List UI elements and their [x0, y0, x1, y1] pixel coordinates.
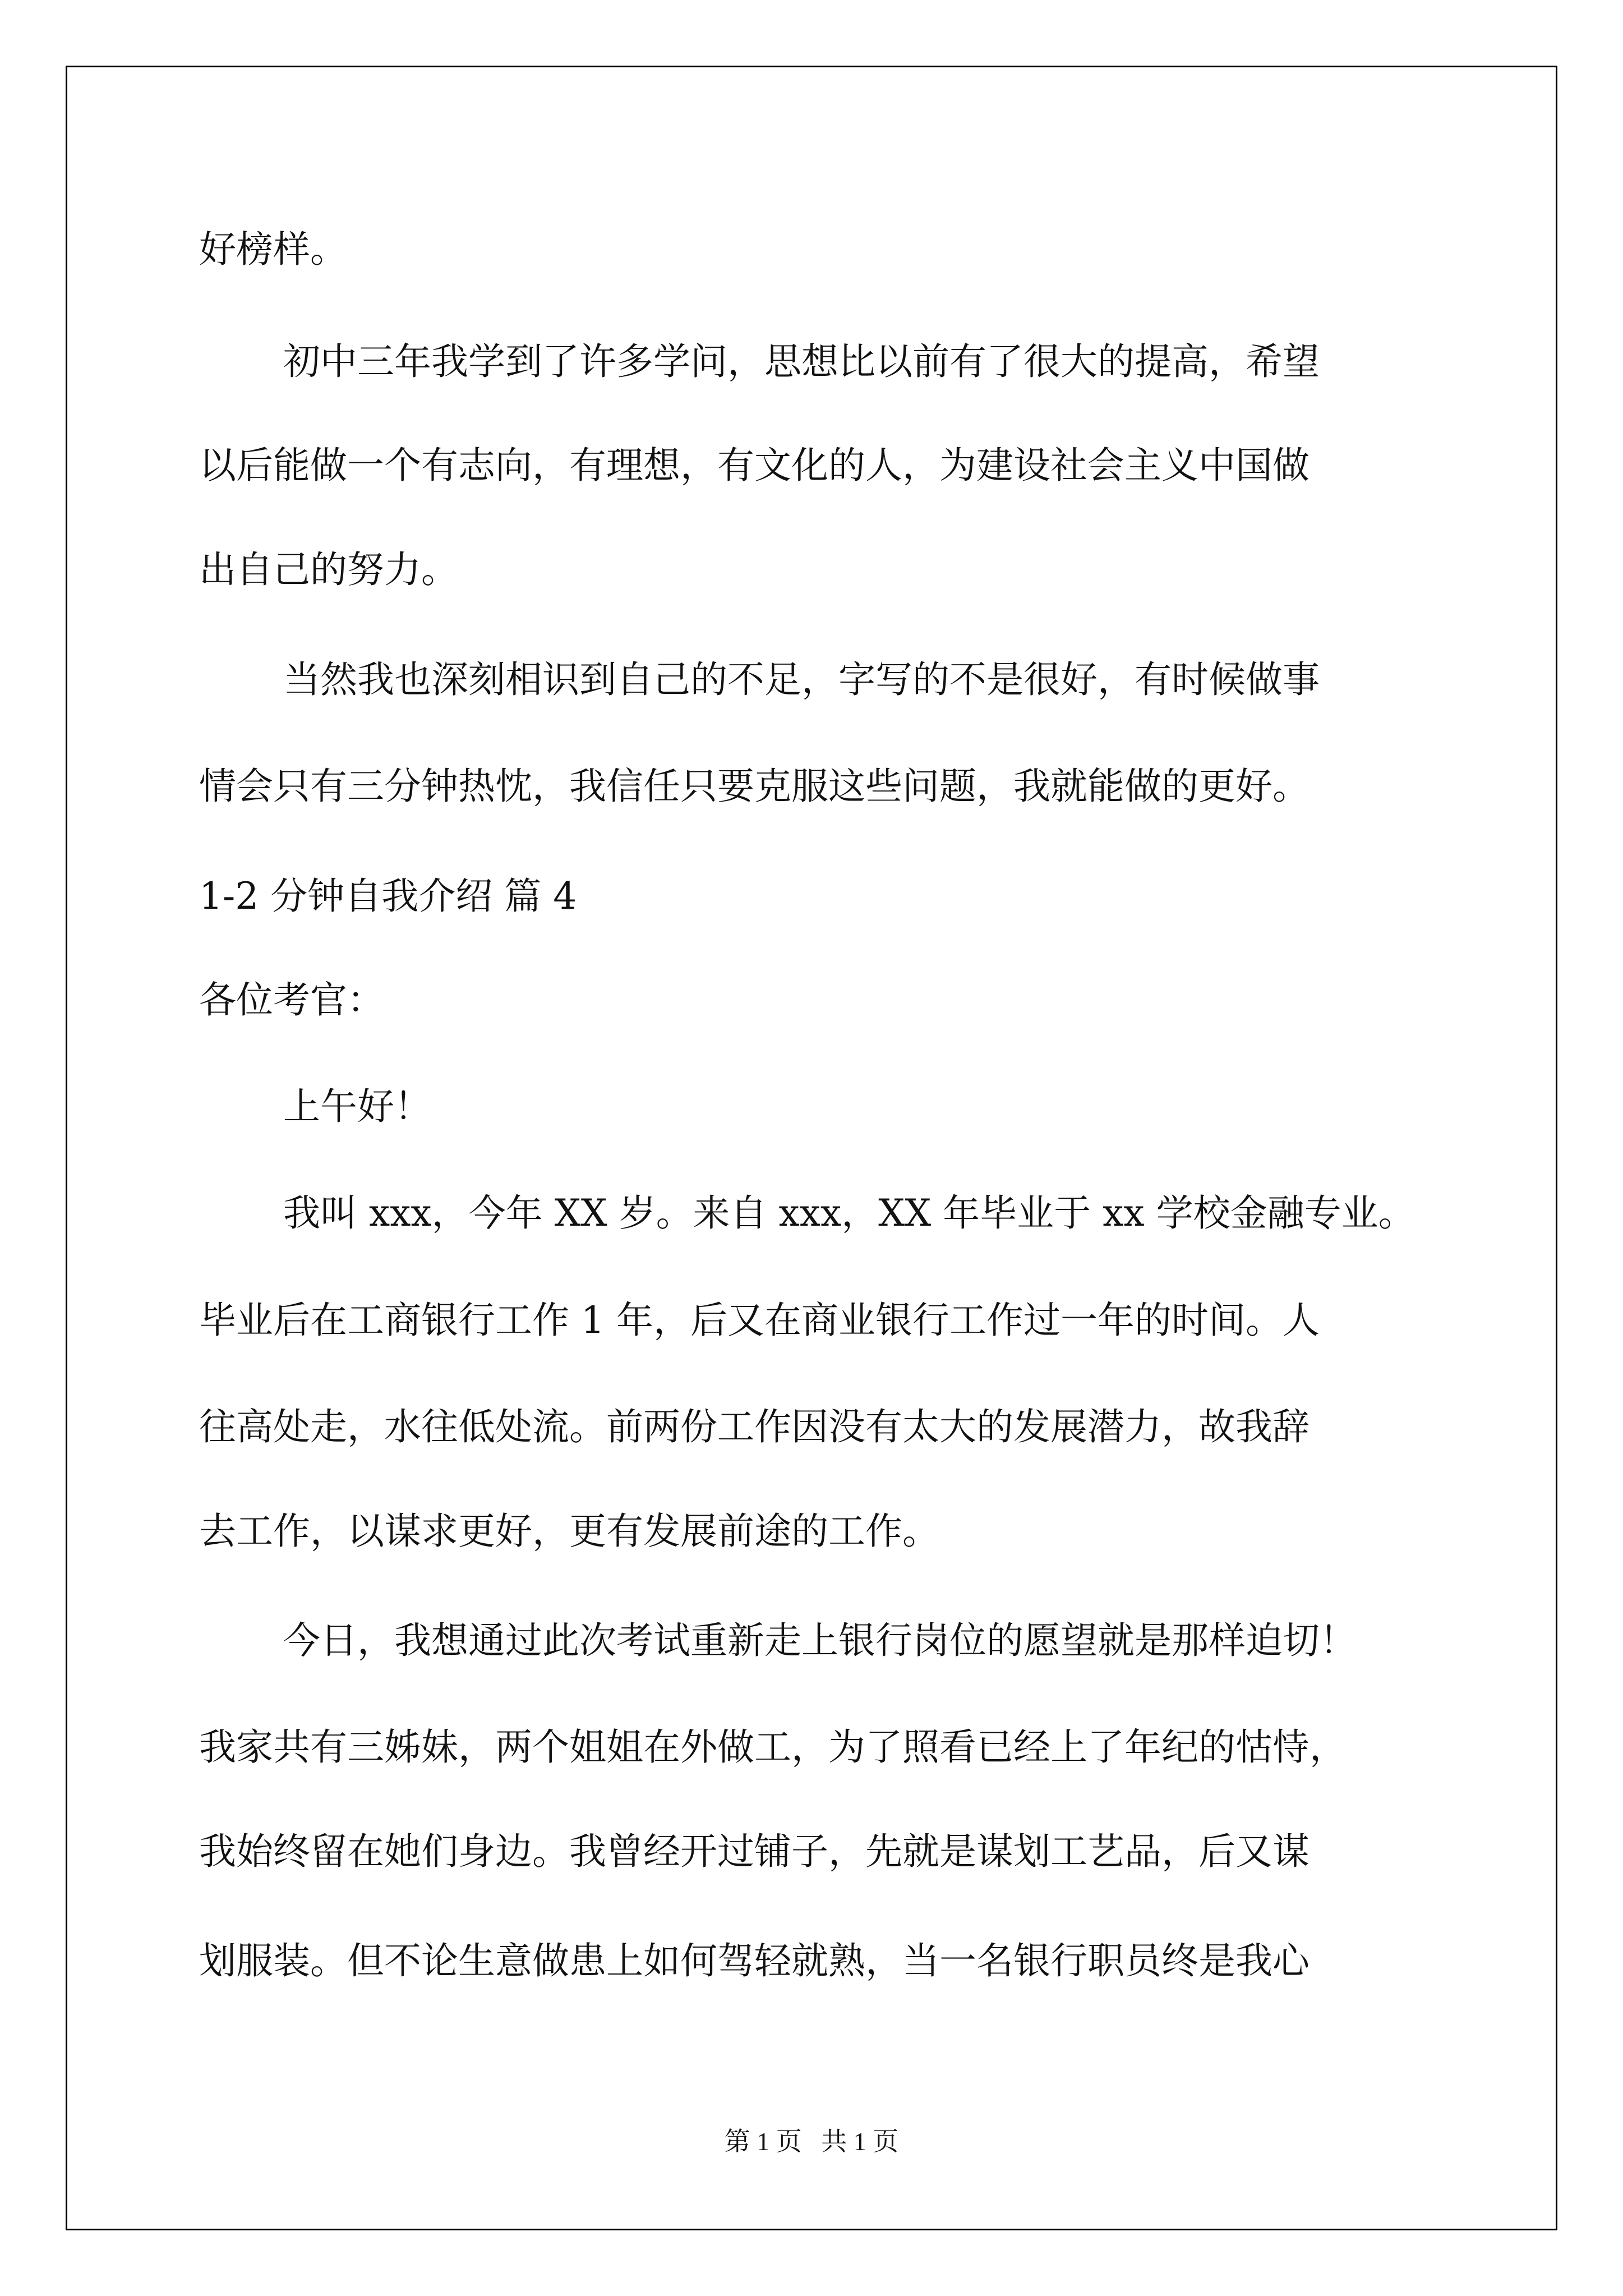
text-line: 往高处走，水往低处流。前两份工作因没有太大的发展潜力，故我辞: [199, 1405, 1310, 1448]
paragraph-start: 今日，我想通过此次考试重新走上银行岗位的愿望就是那样迫切！: [283, 1619, 1357, 1662]
text-line: 我始终留在她们身边。我曾经开过铺子，先就是谋划工艺品，后又谋: [199, 1830, 1310, 1873]
text-line: 出自己的努力。: [199, 548, 458, 591]
paragraph-start: 当然我也深刻相识到自己的不足，字写的不是很好，有时候做事: [283, 658, 1320, 701]
text-line: 毕业后在工商银行工作 1 年，后又在商业银行工作过一年的时间。人: [199, 1299, 1320, 1342]
page-border: [66, 66, 1557, 2230]
greeting: 上午好！: [283, 1085, 431, 1128]
text-line-continuation: 好榜样。: [199, 228, 347, 271]
text-line: 我家共有三姊妹，两个姐姐在外做工，为了照看已经上了年纪的怙恃，: [199, 1726, 1347, 1769]
section-heading: 1-2 分钟自我介绍 篇 4: [199, 875, 577, 918]
text-line: 以后能做一个有志向，有理想，有文化的人，为建设社会主义中国做: [199, 444, 1310, 487]
paragraph-start: 我叫 xxx，今年 XX 岁。来自 xxx，XX 年毕业于 xx 学校金融专业。: [283, 1191, 1415, 1235]
text-line: 情会只有三分钟热忱，我信任只要克服这些问题，我就能做的更好。: [199, 765, 1310, 808]
text-line: 去工作，以谋求更好，更有发展前途的工作。: [199, 1510, 939, 1553]
text-line: 划服装。但不论生意做患上如何驾轻就熟，当一名银行职员终是我心: [199, 1939, 1310, 1982]
page-number-footer: 第 1 页 共 1 页: [724, 2127, 899, 2156]
salutation: 各位考官：: [199, 978, 384, 1022]
paragraph-start: 初中三年我学到了许多学问，思想比以前有了很大的提高，希望: [283, 340, 1320, 383]
